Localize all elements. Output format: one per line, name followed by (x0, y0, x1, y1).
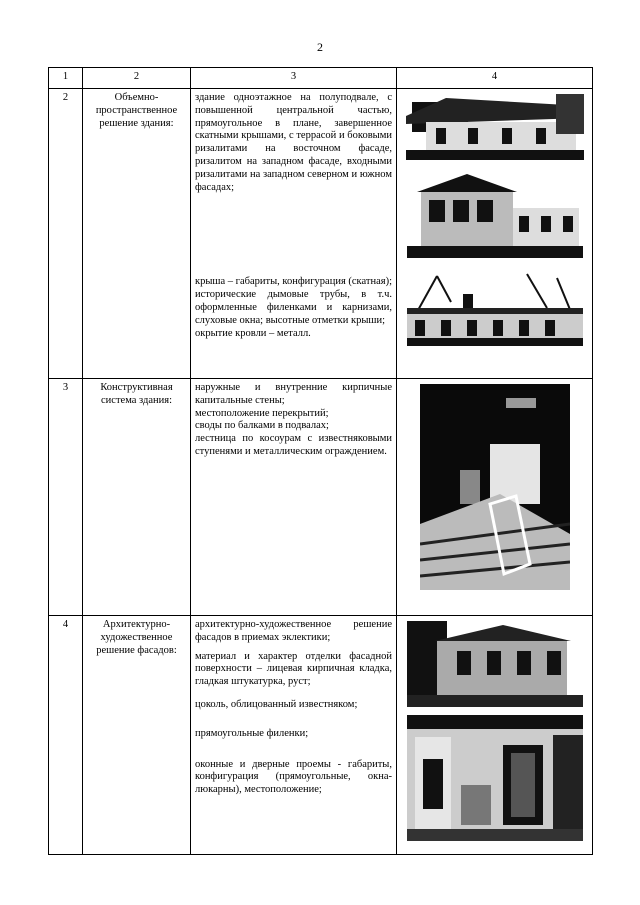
row-photos (397, 89, 593, 379)
description-paragraph: крыша – габариты, конфигурация (скатная); исторические дымовые трубы, в т.ч. оформленные филенками и карнизами, слуховые окна; высотные отметки крыши; (195, 276, 393, 326)
description-paragraph: лестница по косоурам с известняковыми ступенями и металлическим ограждением. (195, 433, 392, 457)
description-paragraph: своды по балками в подвалах; (195, 420, 329, 432)
building-photo (406, 94, 584, 160)
table-row (49, 379, 593, 616)
page-number: 2 (317, 40, 323, 54)
table-header-row (49, 68, 593, 89)
table-row (49, 616, 593, 855)
description-paragraph: оконные и дверные проемы - габариты, конфигурация (прямоугольные, окна-люкарны), местоположение; (195, 758, 392, 796)
header-cell-4: 4 (397, 68, 593, 89)
building-photo (407, 174, 583, 258)
description-paragraph: наружные и внутренние кирпичные капитальные стены; (195, 382, 392, 406)
description-paragraph: окрытие кровли – металл. (195, 327, 311, 339)
heritage-table (48, 67, 593, 855)
row-number: 2 (49, 89, 83, 379)
header-cell-2: 2 (83, 68, 191, 89)
row-subject: Объемно-пространственное решение здания: (83, 89, 191, 379)
description-paragraph: цоколь, облицованный известняком; (195, 698, 358, 710)
description-paragraph: местоположение перекрытий; (195, 407, 329, 419)
description-paragraph: здание одноэтажное на полуподвале, с повышенной центральной частью, прямоугольное в плане, завершенное скатными крышами, с террасой и боковыми ризалитами на восточном фасаде, ризалитом на западном фасаде, входными ризалитами на западном северном и южном фасадах; (195, 92, 392, 193)
header-cell-3: 3 (191, 68, 397, 89)
row-description (191, 379, 397, 616)
row-photos (397, 379, 593, 616)
row-subject: Архитектурно-художественное решение фасадов: (83, 616, 191, 855)
staircase-photo (420, 384, 570, 590)
row-photos (397, 616, 593, 855)
row-number: 3 (49, 379, 83, 616)
row-subject: Конструктивная система здания: (83, 379, 191, 616)
facade-photo (407, 621, 583, 707)
row-description (191, 89, 397, 379)
row-description (191, 616, 397, 855)
building-photo (407, 272, 583, 346)
header-cell-1: 1 (49, 68, 83, 89)
row-number: 4 (49, 616, 83, 855)
description-paragraph: архитектурно-художественное решение фасадов в приемах эклектики; (195, 619, 392, 643)
facade-photo (407, 715, 583, 841)
table-row (49, 89, 593, 379)
description-paragraph: материал и характер отделки фасадной поверхности – лицевая кирпичная кладка, гладкая штукатурка, руст; (195, 650, 392, 688)
description-paragraph: прямоугольные филенки; (195, 727, 309, 739)
